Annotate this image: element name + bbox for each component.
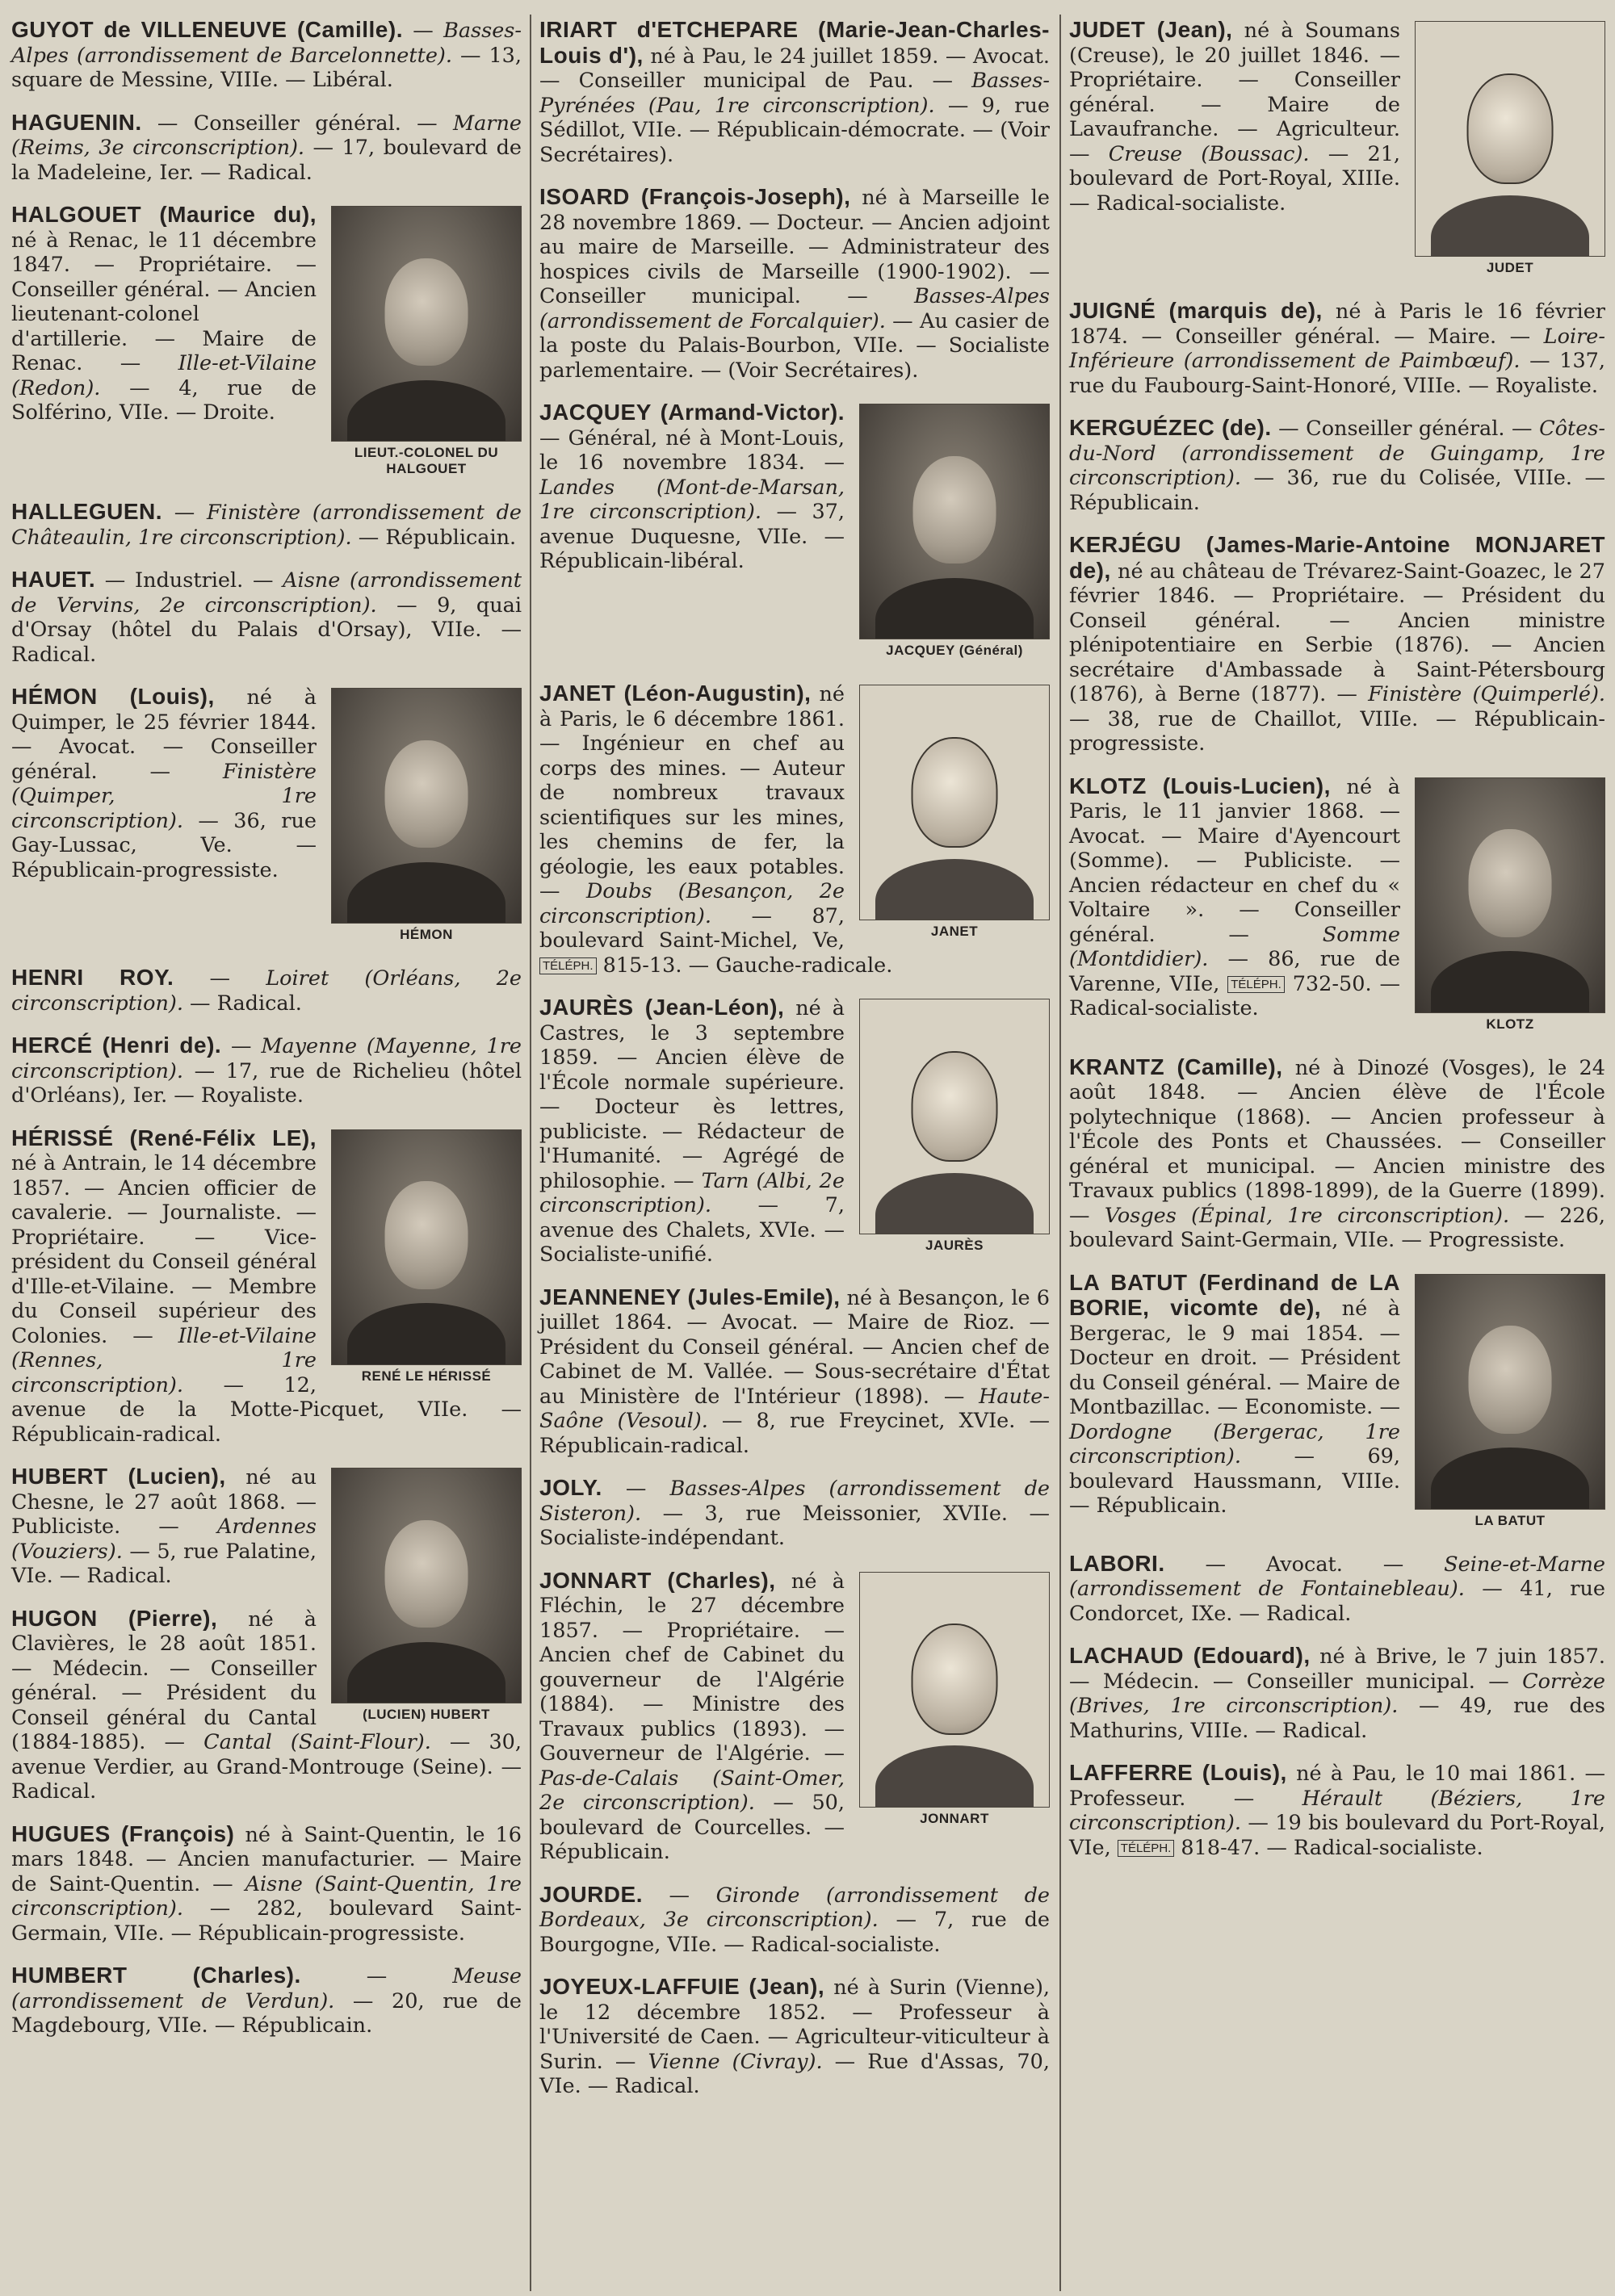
entry-name: LAFFERRE (Louis),: [1069, 1760, 1287, 1785]
entry-name: JOLY.: [539, 1475, 602, 1500]
entry-hugues: HUGUES (François) né à Saint-Quentin, le 16 mars 1848. — Ancien manufacturier. — Maire de Saint-Quentin. — Aisne (Saint-Quentin, 1re circonscription). — 282, boulevard Saint-Germain, VIIe. — Républicain-progressiste.: [11, 1820, 522, 1946]
entry-lafferre: LAFFERRE (Louis), né à Pau, le 10 mai 1861. — Professeur. — Hérault (Béziers, 1re circonscription). — 19 bis boulevard du Port-Royal, VIe, TÉLÉPH. 818-47. — Radical-socialiste.: [1069, 1760, 1606, 1860]
portrait-photo: [859, 999, 1050, 1234]
entry-hugon: HUGON (Pierre), né à Clavières, le 28 août 1851. — Médecin. — Conseiller général. — Président du Conseil général du Cantal (1884-1885). — Cantal (Saint-Flour). — 30, avenue Verdier, au Grand-Montrouge (Seine). — Radical.: [11, 1605, 522, 1804]
portrait-jacquey: [859, 404, 1050, 659]
entry-name: JANET (Léon-Augustin),: [539, 681, 812, 706]
telephone-badge: TÉLÉPH.: [1227, 976, 1285, 993]
entry-name: HUGUES (François): [11, 1820, 235, 1846]
portrait-caption: (LUCIEN) HUBERT: [363, 1707, 490, 1722]
entry-name: KERGUÉZEC (de).: [1069, 415, 1272, 440]
entry-hauet: HAUET. — Industriel. — Aisne (arrondissement de Vervins, 2e circonscription). — 9, quai d'Orsay (hôtel du Palais d'Orsay), VIIe. — Radical.: [11, 567, 522, 667]
portrait-jaures: [859, 999, 1050, 1254]
entry-hemon: HÉMON HÉMON (Louis), né à Quimper, le 25 février 1844. — Avocat. — Conseiller général. — Finistère (Quimper, 1re circonscription). — 36, rue Gay-Lussac, Ve. — Républicain-progressiste.: [11, 685, 522, 948]
portrait-photo: [331, 206, 522, 442]
entry-name: HERCÉ (Henri de).: [11, 1033, 222, 1058]
entry-name: LA BATUT (Ferdinand de LA BORIE, vicomte de),: [1069, 1269, 1400, 1320]
entry-name: HÉRISSÉ (René-Félix LE),: [11, 1125, 317, 1150]
entry-name: LABORI.: [1069, 1550, 1165, 1576]
portrait-klotz: [1415, 777, 1605, 1033]
portrait-halgouet: [331, 206, 522, 477]
entry-name: HUMBERT (Charles).: [11, 1963, 301, 1988]
entry-name: HUGON (Pierre),: [11, 1605, 218, 1631]
portrait-photo: [331, 1129, 522, 1365]
entry-herisse: RENÉ LE HÉRISSÉ HÉRISSÉ (René-Félix LE), né à Antrain, le 14 décembre 1857. — Ancien officier de cavalerie. — Journaliste. — Propriétaire. — Vice-président du Conseil général d'Ille-et-Vilaine. — Membre du Conseil supérieur des Colonies. — Ille-et-Vilaine (Rennes, 1re circonscription). — 12, avenue de la Motte-Picquet, VIIe. — Républicain-radical.: [11, 1125, 522, 1447]
entry-jaures: JAURÈS JAURÈS (Jean-Léon), né à Castres, le 3 septembre 1859. — Ancien élève de l'École normale supérieure. — Docteur ès lettres, publiciste. — Rédacteur de l'Humanité. — Agrégé de philosophie. — Tarn (Albi, 2e circonscription). — 7, avenue des Chalets, XVIe. — Socialiste-unifié.: [539, 995, 1050, 1267]
entry-name: ISOARD (François-Joseph),: [539, 184, 851, 209]
entry-name: KLOTZ (Louis-Lucien),: [1069, 773, 1331, 798]
entry-iriart: IRIART d'ETCHEPARE (Marie-Jean-Charles-Louis d'), né à Pau, le 24 juillet 1859. — Avocat. — Conseiller municipal de Pau. — Basses-Pyrénées (Pau, 1re circonscription). — 9, rue Sédillot, VIIe. — Républicain-démocrate. — (Voir Secrétaires).: [539, 17, 1050, 167]
portrait-caption: LIEUT.-COLONEL DU HALGOUET: [354, 445, 499, 476]
portrait-photo: [859, 685, 1050, 920]
entry-haguenin: HAGUENIN. — Conseiller général. — Marne (Reims, 3e circonscription). — 17, boulevard de la Madeleine, Ier. — Radical.: [11, 109, 522, 185]
entry-name: KRANTZ (Camille),: [1069, 1054, 1283, 1079]
telephone-badge: TÉLÉPH.: [539, 957, 597, 974]
portrait-photo: [1415, 777, 1605, 1013]
entry-name: HENRI ROY.: [11, 965, 174, 990]
column-2: [539, 18, 1050, 2288]
entry-halgouet: LIEUT.-COLONEL DU HALGOUET HALGOUET (Maurice du), né à Renac, le 11 décembre 1847. — Propriétaire. — Conseiller général. — Ancien lieutenant-colonel d'artillerie. — Maire de Renac. — Ille-et-Vilaine (Redon). — 4, rue de Solférino, VIIe. — Droite.: [11, 203, 522, 482]
portrait-caption: JACQUEY (Général): [886, 643, 1023, 658]
entry-joyeux-laffuie: JOYEUX-LAFFUIE (Jean), né à Surin (Vienne), le 12 décembre 1852. — Professeur à l'Université de Caen. — Agriculteur-viticulteur à Surin. — Vienne (Civray). — Rue d'Assas, 70, VIe. — Radical.: [539, 1974, 1050, 2098]
entry-la-batut: LA BATUT LA BATUT (Ferdinand de LA BORIE, vicomte de), né à Bergerac, le 9 mai 1854. — Docteur en droit. — Président du Conseil général. — Maire de Montbazillac. — Economiste. — Dordogne (Bergerac, 1re circonscription). — 69, boulevard Haussmann, VIIIe. — Républicain.: [1069, 1271, 1605, 1534]
portrait-caption: JONNART: [920, 1810, 989, 1826]
entry-henri-roy: HENRI ROY. — Loiret (Orléans, 2e circonscription). — Radical.: [11, 965, 522, 1016]
portrait-photo: [859, 1572, 1050, 1808]
entry-jacquey: JACQUEY (Général) JACQUEY (Armand-Victor). — Général, né à Mont-Louis, le 16 novembre 1834. — Landes (Mont-de-Marsan, 1re circonscription). — 37, avenue Duquesne, VIIe. — Républicain-libéral.: [539, 400, 1050, 664]
portrait-caption: JANET: [930, 924, 979, 939]
entry-herce: HERCÉ (Henri de). — Mayenne (Mayenne, 1re circonscription). — 17, rue de Richelieu (hôtel d'Orléans), Ier. — Royaliste.: [11, 1033, 522, 1108]
portrait-herisse: [331, 1129, 522, 1385]
entry-name: HALGOUET (Maurice du),: [11, 202, 317, 227]
portrait-photo: [859, 404, 1050, 639]
portrait-caption: HÉMON: [400, 927, 453, 942]
entry-name: JONNART (Charles),: [539, 1567, 776, 1593]
column-1: [11, 18, 522, 2288]
entry-name: GUYOT de VILLENEUVE (Camille).: [11, 17, 403, 42]
entry-kerjegu: KERJÉGU (James-Marie-Antoine MONJARET de), né au château de Trévarez-Saint-Goazec, le 27 février 1846. — Propriétaire. — Président du Conseil général. — Ancien ministre plénipotentiaire en Serbie (1876). — Ancien secrétaire d'Ambassade à Saint-Pétersbourg (1876), à Berne (1877). — Finistère (Quimperlé). — 38, rue de Chaillot, VIIIe. — Républicain-progressiste.: [1069, 532, 1605, 756]
entry-jeanneney: JEANNENEY (Jules-Emile), né à Besançon, le 6 juillet 1864. — Avocat. — Maire de Rioz. — Président du Conseil général. — Ancien chef de Cabinet de M. Vallée. — Sous-secrétaire d'État au Ministère de l'Intérieur (1898). — Haute-Saône (Vesoul). — 8, rue Freycinet, XVIe. — Républicain-radical.: [539, 1284, 1050, 1458]
entry-name: HUBERT (Lucien),: [11, 1464, 226, 1489]
entry-name: JOYEUX-LAFFUIE (Jean),: [539, 1974, 825, 1999]
portrait-photo: [1415, 21, 1605, 257]
entry-judet: JUDET JUDET (Jean), né à Soumans (Creuse), le 20 juillet 1846. — Propriétaire. — Conseiller général. — Maire de Lavaufranche. — Agriculteur. — Creuse (Boussac). — 21, boulevard de Port-Royal, XIIIe. — Radical-socialiste.: [1069, 18, 1605, 281]
entry-juigne: JUIGNÉ (marquis de), né à Paris le 16 février 1874. — Conseiller général. — Maire. — Loire-Inférieure (arrondissement de Paimbœuf). — 137, rue du Faubourg-Saint-Honoré, VIIIe. — Royaliste.: [1069, 298, 1606, 398]
entry-guyot: GUYOT de VILLENEUVE (Camille). — Basses-Alpes (arrondissement de Barcelonnette). — 13, square de Messine, VIIIe. — Libéral.: [11, 17, 522, 92]
portrait-caption: KLOTZ: [1486, 1016, 1534, 1032]
portrait-hubert: [331, 1468, 522, 1723]
entry-hubert: (LUCIEN) HUBERT HUBERT (Lucien), né au Chesne, le 27 août 1868. — Publiciste. — Ardennes (Vouziers). — 5, rue Palatine, VIe. — Radical.: [11, 1464, 522, 1589]
portrait-caption: RENÉ LE HÉRISSÉ: [361, 1368, 492, 1384]
entry-name: JEANNENEY (Jules-Emile),: [539, 1284, 841, 1309]
entry-lachaud: LACHAUD (Edouard), né à Brive, le 7 juin 1857. — Médecin. — Conseiller municipal. — Corrèze (Brives, 1re circonscription). — 49, rue des Mathurins, VIIIe. — Radical.: [1069, 1643, 1606, 1743]
entry-name: JUDET (Jean),: [1069, 17, 1233, 42]
entry-name: HAGUENIN.: [11, 109, 142, 135]
column-rule: [530, 15, 531, 2291]
entry-klotz: KLOTZ KLOTZ (Louis-Lucien), né à Paris, le 11 janvier 1868. — Avocat. — Maire d'Ayencourt (Somme). — Publiciste. — Ancien rédacteur en chef du « Voltaire ». — Conseiller général. — Somme (Montdidier). — 86, rue de Varenne, VIIe, TÉLÉPH. 732-50. — Radical-socialiste.: [1069, 774, 1605, 1037]
entry-isoard: ISOARD (François-Joseph), né à Marseille le 28 novembre 1869. — Docteur. — Ancien adjoint au maire de Marseille. — Administrateur des hospices civils de Marseille (1900-1902). — Conseiller municipal. — Basses-Alpes (arrondissement de Forcalquier). — Au casier de la poste du Palais-Bourbon, VIIe. — Socialiste parlementaire. — (Voir Secrétaires).: [539, 184, 1050, 383]
column-3: [1069, 18, 1605, 2288]
entry-joly: JOLY. — Basses-Alpes (arrondissement de Sisteron). — 3, rue Meissonier, XVIIe. — Socialiste-indépendant.: [539, 1475, 1050, 1550]
entry-jonnart: JONNART JONNART (Charles), né à Fléchin, le 27 décembre 1857. — Propriétaire. — Ancien chef de Cabinet du gouverneur de l'Algérie (1884). — Ministre des Travaux publics (1893). — Gouverneur de l'Algérie. — Pas-de-Calais (Saint-Omer, 2e circonscription). — 50, boulevard de Courcelles. — Républicain.: [539, 1569, 1050, 1865]
entry-humbert: HUMBERT (Charles). — Meuse (arrondissement de Verdun). — 20, rue de Magdebourg, VIIe. — Républicain.: [11, 1963, 522, 2038]
portrait-caption: JAURÈS: [925, 1238, 984, 1253]
entry-kerguezec: KERGUÉZEC (de). — Conseiller général. — Côtes-du-Nord (arrondissement de Guingamp, 1re circonscription). — 36, rue du Colisée, VIIIe. — Républicain.: [1069, 415, 1605, 515]
entry-janet: JANET JANET (Léon-Augustin), né à Paris, le 6 décembre 1861. — Ingénieur en chef au corps des mines. — Auteur de nombreux travaux scientifiques sur les mines, les chemins de fer, la géologie, les eaux potables. — Doubs (Besançon, 2e circonscription). — 87, boulevard Saint-Michel, Ve, TÉLÉPH. 815-13. — Gauche-radicale.: [539, 681, 1050, 978]
entry-name: HAUET.: [11, 567, 96, 592]
portrait-hemon: [331, 688, 522, 943]
entry-name: JOURDE.: [539, 1881, 643, 1907]
entry-jourde: JOURDE. — Gironde (arrondissement de Bordeaux, 3e circonscription). — 7, rue de Bourgogne, VIIe. — Radical-socialiste.: [539, 1881, 1050, 1957]
portrait-caption: JUDET: [1486, 260, 1534, 275]
portrait-jonnart: [859, 1572, 1050, 1827]
portrait-photo: [331, 688, 522, 924]
portrait-la-batut: [1415, 1274, 1605, 1529]
portrait-janet: [859, 685, 1050, 940]
entry-halleguen: HALLEGUEN. — Finistère (arrondissement de Châteaulin, 1re circonscription). — Républicain.: [11, 499, 522, 550]
entry-labori: LABORI. — Avocat. — Seine-et-Marne (arrondissement de Fontainebleau). — 41, rue Condorcet, IXe. — Radical.: [1069, 1550, 1606, 1626]
entry-name: HÉMON (Louis),: [11, 684, 215, 709]
portrait-photo: [331, 1468, 522, 1703]
entry-name: JUIGNÉ (marquis de),: [1069, 298, 1323, 323]
entry-name: HALLEGUEN.: [11, 499, 162, 524]
entry-name: IRIART d'ETCHEPARE (Marie-Jean-Charles-Louis d'),: [539, 17, 1050, 68]
entry-name: LACHAUD (Edouard),: [1069, 1643, 1311, 1668]
entry-name: JAURÈS (Jean-Léon),: [539, 995, 785, 1020]
portrait-judet: [1415, 21, 1605, 276]
portrait-photo: [1415, 1274, 1605, 1510]
entry-krantz: KRANTZ (Camille), né à Dinozé (Vosges), le 24 août 1848. — Ancien élève de l'École polytechnique (1868). — Ancien professeur à l'École des Ponts et Chaussées. — Conseiller général et municipal. — Ancien ministre des Travaux publics (1898-1899), de la Guerre (1899). — Vosges (Épinal, 1re circonscription). — 226, boulevard Saint-Germain, VIIe. — Progressiste.: [1069, 1054, 1606, 1252]
entry-name: KERJÉGU (James-Marie-Antoine MONJARET de),: [1069, 532, 1605, 583]
portrait-caption: LA BATUT: [1474, 1512, 1546, 1528]
telephone-badge: TÉLÉPH.: [1118, 1840, 1175, 1857]
column-rule: [1059, 15, 1061, 2291]
entry-name: JACQUEY (Armand-Victor).: [539, 400, 845, 425]
